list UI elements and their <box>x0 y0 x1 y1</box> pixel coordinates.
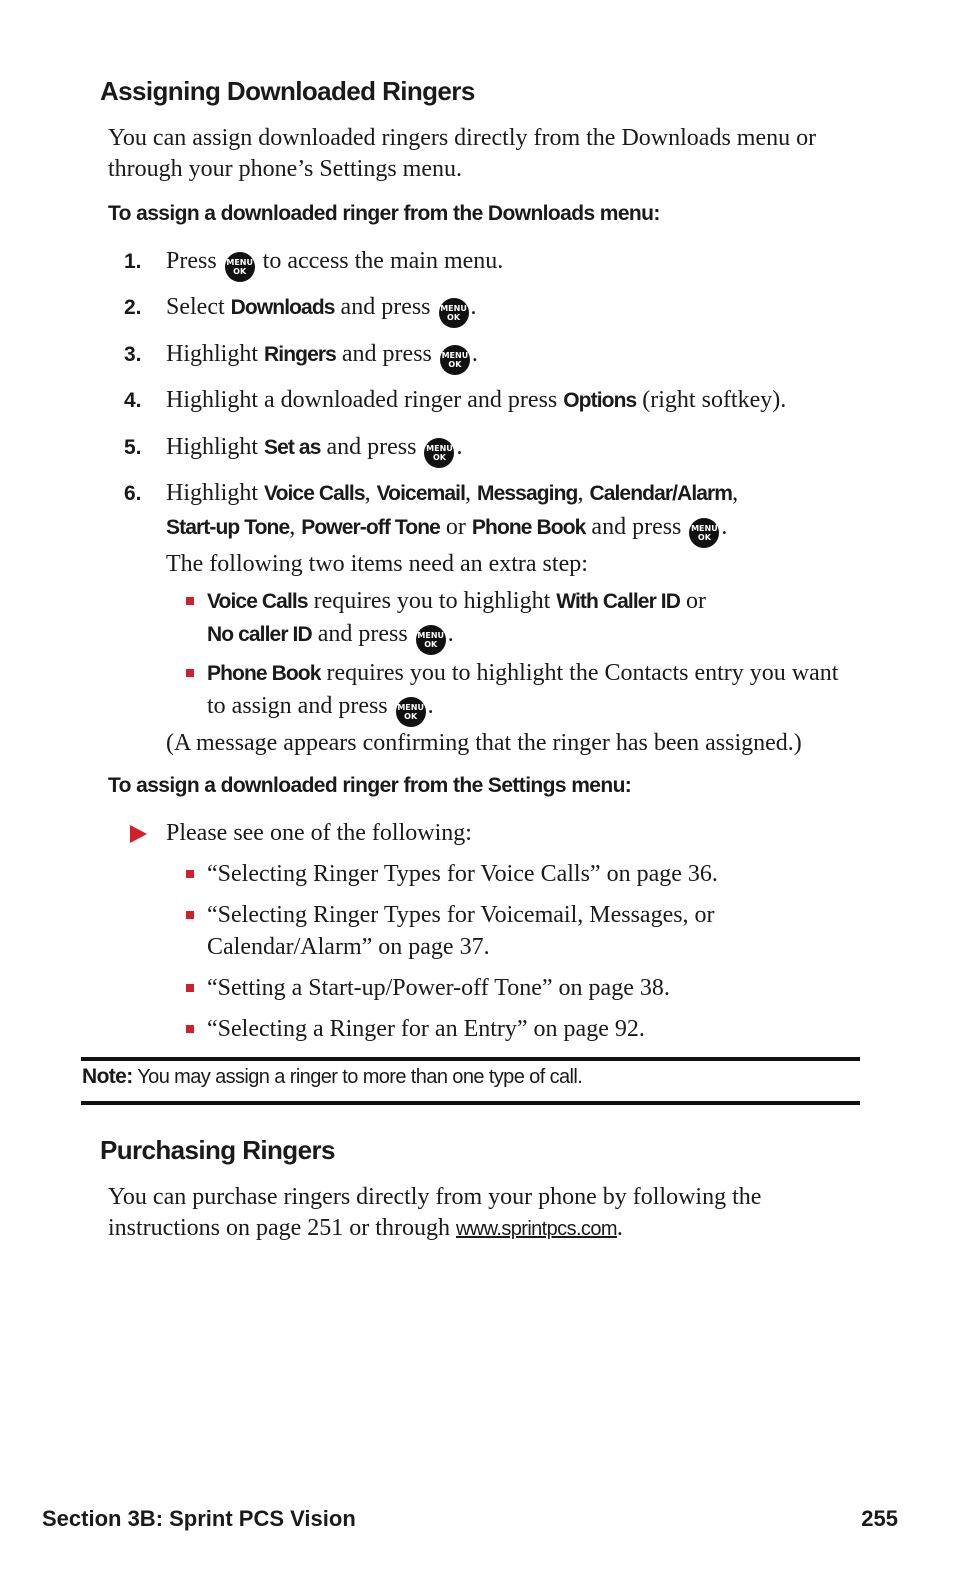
step-number: 3. <box>124 343 142 366</box>
section-title-assigning: Assigning Downloaded Ringers <box>100 76 475 106</box>
sub-bullet-phone-book: Phone Book requires you to highlight the Contacts entry you want to assign and press MENU OK . <box>207 657 857 727</box>
menu-ok-key-icon: MENU OK <box>439 298 469 328</box>
menu-ok-key-icon: MENU OK <box>396 697 426 727</box>
arrow-right-icon <box>130 825 147 843</box>
reference-item: “Setting a Start-up/Power-off Tone” on page 38. <box>207 975 670 1001</box>
confirm-message: (A message appears confirming that the ringer has been assigned.) <box>166 730 802 756</box>
bullet-square-icon <box>186 597 194 605</box>
step-number: 5. <box>124 436 142 459</box>
step-number: 1. <box>124 250 142 273</box>
bullet-square-icon <box>186 911 194 919</box>
menu-ok-key-icon: MENU OK <box>440 345 470 375</box>
sub-bullet-voice-calls: Voice Calls requires you to highlight With Caller ID or No caller ID and press MENU OK . <box>207 585 867 655</box>
downloads-subhead: To assign a downloaded ringer from the Downloads menu: <box>108 202 660 225</box>
settings-subhead: To assign a downloaded ringer from the Settings menu: <box>108 774 632 797</box>
page-number: 255 <box>861 1506 898 1531</box>
menu-ok-key-icon: MENU OK <box>424 438 454 468</box>
extra-step-note: The following two items need an extra step: <box>166 551 588 577</box>
note: Note: You may assign a ringer to more than one type of call. <box>82 1065 583 1088</box>
step-number: 2. <box>124 296 142 319</box>
bullet-square-icon <box>186 870 194 878</box>
section-title-purchasing: Purchasing Ringers <box>100 1135 335 1165</box>
step-3: Highlight Ringers and press MENU OK . <box>166 338 866 375</box>
note-bottom-rule <box>81 1101 860 1105</box>
sprint-url-link[interactable]: www.sprintpcs.com <box>455 1218 617 1240</box>
note-top-rule <box>81 1057 860 1061</box>
bullet-square-icon <box>186 984 194 992</box>
see-following: Please see one of the following: <box>166 820 472 846</box>
step-1: Press MENU OK to access the main menu. <box>166 245 866 282</box>
reference-item: “Selecting Ringer Types for Voice Calls” on page 36. <box>207 861 718 887</box>
step-number: 4. <box>124 389 142 412</box>
footer-section: Section 3B: Sprint PCS Vision <box>42 1506 356 1531</box>
step-2: Select Downloads and press MENU OK . <box>166 291 866 328</box>
step-5: Highlight Set as and press MENU OK . <box>166 431 866 468</box>
bullet-square-icon <box>186 1025 194 1033</box>
menu-ok-key-icon: MENU OK <box>225 252 255 282</box>
reference-item: “Selecting Ringer Types for Voicemail, Messages, or Calendar/Alarm” on page 37. <box>207 902 715 960</box>
bullet-square-icon <box>186 669 194 677</box>
reference-item: “Selecting a Ringer for an Entry” on page 92. <box>207 1016 645 1042</box>
intro-paragraph: You can assign downloaded ringers directly from the Downloads menu or through your phone’s Settings menu. <box>108 125 817 182</box>
step-number: 6. <box>124 482 142 505</box>
step-4: Highlight a downloaded ringer and press Options (right softkey). <box>166 387 787 413</box>
menu-ok-key-icon: MENU OK <box>689 518 719 548</box>
step-6: Highlight Voice Calls, Voicemail, Messaging, Calendar/Alarm, Start-up Tone, Power-off Tone or Phone Book and press MENU OK . The following two items need an extra step: <box>166 477 866 580</box>
purchasing-paragraph: You can purchase ringers directly from your phone by following the instructions on page 251 or through www.sprintpcs.com. <box>108 1184 762 1241</box>
menu-ok-key-icon: MENU OK <box>416 625 446 655</box>
